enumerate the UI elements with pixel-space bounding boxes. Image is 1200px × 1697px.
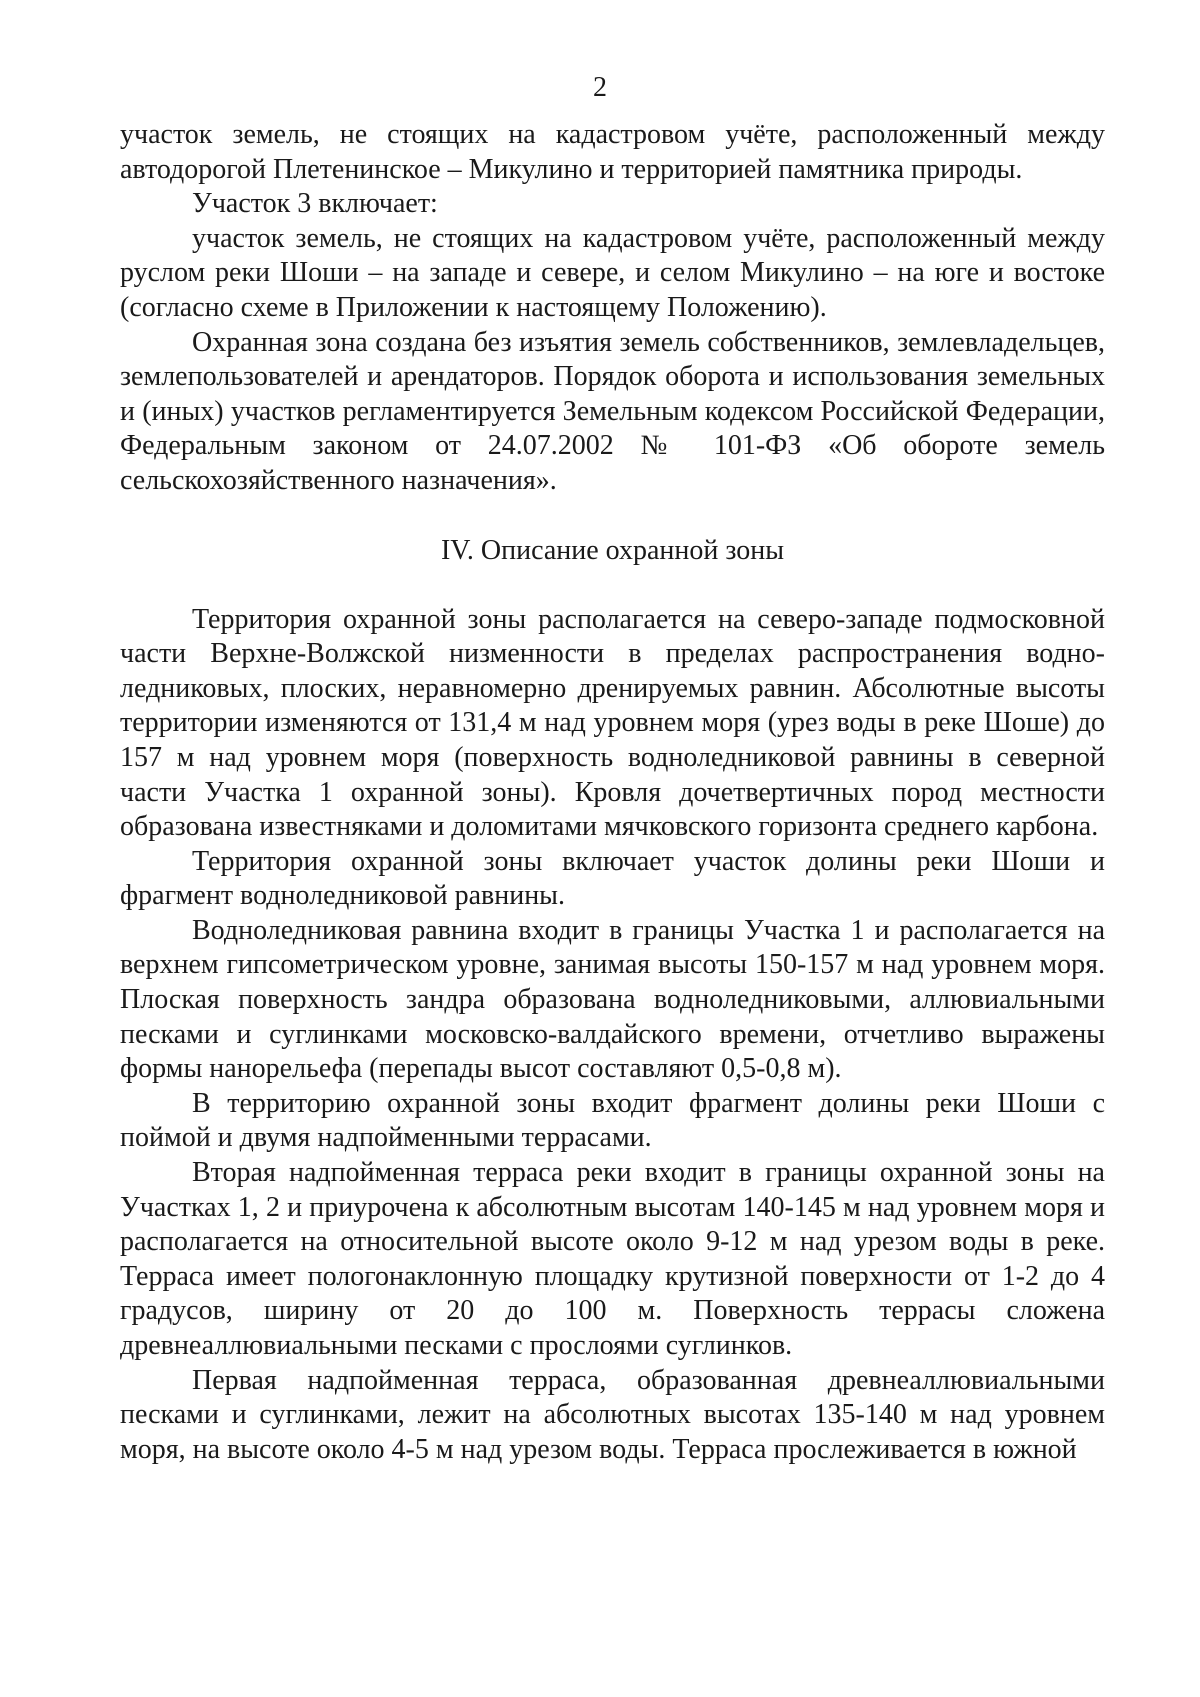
- paragraph-plot-3-description: участок земель, не стоящих на кадастровом учёте, расположенный между руслом реки Шоши – на западе и севере, и селом Микулино – на юге и востоке (согласно схеме в Приложении к настоящему Положению).: [120, 222, 1105, 323]
- page-number: 2: [593, 72, 607, 103]
- paragraph-zone-legal: Охранная зона создана без изъятия земель собственников, землевладельцев, землепользователей и арендаторов. Порядок оборота и использования земельных и (иных) участков регламентируется Земельным кодексом Российской Федерации, Федеральным законом от 24.07.2002 № 101-ФЗ «Об обороте земель сельскохозяйственного назначения».: [120, 326, 1105, 496]
- paragraph-plot-2-continued: участок земель, не стоящих на кадастровом учёте, расположенный между автодорогой Плетенинское – Микулино и территорией памятника природы.: [120, 119, 1105, 185]
- document-body: [120, 118, 1105, 1467]
- paragraph-territory-location: Территория охранной зоны располагается на северо-западе подмосковной части Верхне-Волжской низменности в пределах распространения водно-ледниковых, плоских, неравномерно дренируемых равнин. Абсолютные высоты территории изменяются от 131,4 м над уровнем моря (урез воды в реке Шоше) до 157 м над уровнем моря (поверхность водноледниковой равнины в северной части Участка 1 охранной зоны). Кровля дочетвертичных пород местности образована известняками и доломитами мячковского горизонта среднего карбона.: [120, 603, 1105, 843]
- paragraph-territory-composition: Территория охранной зоны включает участок долины реки Шоши и фрагмент водноледниковой равнины.: [120, 845, 1105, 912]
- paragraph-second-terrace: Вторая надпойменная терраса реки входит в границы охранной зоны на Участках 1, 2 и приурочена к абсолютным высотам 140-145 м над уровнем моря и располагается на относительной высоте около 9-12 м над урезом воды в реке. Терраса имеет пологонаклонную площадку крутизной поверхности от 1-2 до 4 градусов, ширину от 20 до 100 м. Поверхность террасы сложена древнеаллювиальными песками с прослоями суглинков.: [120, 1157, 1105, 1361]
- paragraph-plot-3-intro: Участок 3 включает:: [192, 188, 438, 220]
- section-heading: IV. Описание охранной зоны: [440, 534, 785, 566]
- paragraph-first-terrace: Первая надпойменная терраса, образованная древнеаллювиальными песками и суглинками, лежит на абсолютных высотах 135-140 м над уровнем моря, на высоте около 4-5 м над урезом воды. Терраса прослеживается в южной: [120, 1364, 1105, 1465]
- paragraph-glacial-plain: Водноледниковая равнина входит в границы Участка 1 и располагается на верхнем гипсометрическом уровне, занимая высоты 150-157 м над уровнем моря. Плоская поверхность зандра образована водноледниковыми, аллювиальными песками и суглинками московско-валдайского времени, отчетливо выражены формы нанорельефа (перепады высот составляют 0,5-0,8 м).: [120, 914, 1105, 1085]
- paragraph-river-valley: В территорию охранной зоны входит фрагмент долины реки Шоши с поймой и двумя надпойменными террасами.: [120, 1087, 1105, 1154]
